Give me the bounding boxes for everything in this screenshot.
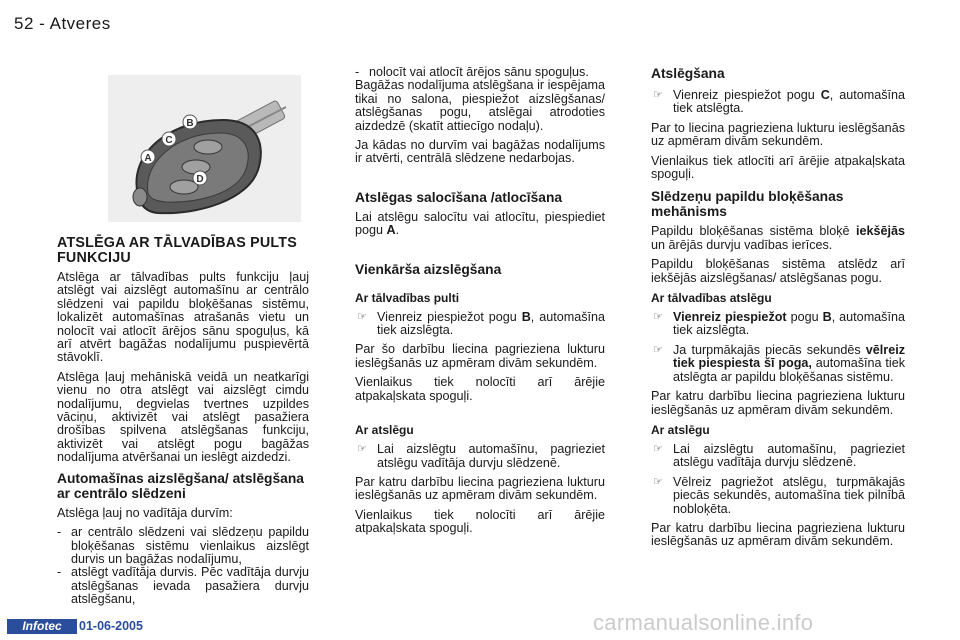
paragraph: Papildu bloķēšanas sistēma atslēdz arī iekšējās aizslēgšanas/ atslēgšanas pogu. (651, 257, 905, 285)
paragraph: Atslēga ar tālvadības pults funkciju ļauj atslēgt vai aizslēgt automašīnu ar centrālo slēdzeni vai papildu bloķēšanas sistēmu, lokalizēt automašīnas atrašanās vietu un nolocīt vai atlocīt ārējos sānu spoguļus, kā arī atvērt bagāžas nodalījumu puspievērtā stāvoklī. (57, 270, 309, 365)
page-number: 52 (14, 14, 34, 33)
infotec-badge: Infotec (7, 619, 77, 634)
footer-date: 01-06-2005 (79, 619, 143, 633)
svg-text:D: D (196, 174, 204, 185)
dash-marker: - (57, 565, 62, 580)
label-a-marker (141, 150, 155, 164)
list-item: ☞ Vēlreiz pagriežot atslēgu, turpmākajās piecās sekundēs, automašīna tiek pilnībā nobloķēta. (653, 474, 905, 516)
list-item: - atslēgt vadītāja durvis. Pēc vadītāja durvju atslēgšanas ievada pasažiera durvju atslēgšanu, (57, 565, 309, 607)
list-item: ☞ Vienreiz piespiežot pogu B, automašīna tiek aizslēgta. (653, 310, 905, 338)
subheading-central-locking: Automašīnas aizslēgšana/ atslēgšana ar centrālo slēdzeni (57, 470, 304, 501)
list-item: - nolocīt vai atlocīt ārējos sānu spoguļus. (355, 65, 589, 79)
pointer-icon: ☞ (653, 442, 663, 455)
heading-deadlocking: Slēdzeņu papildu bloķēšanas mehānisms (651, 189, 844, 220)
subheading-with-remote-key: Ar tālvadības atslēgu (651, 291, 772, 306)
heading-remote-key: ATSLĒGA AR TĀLVADĪBAS PULTS FUNKCIJU (57, 235, 297, 266)
label-d-marker (193, 171, 207, 185)
svg-text:B: B (186, 118, 194, 129)
dash-marker: - (57, 525, 62, 540)
paragraph: Vienlaikus tiek atlocīti arī ārējie atpakaļskata spoguļi. (651, 153, 905, 182)
pointer-icon: ☞ (357, 443, 367, 456)
heading-simple-locking: Vienkārša aizslēgšana (355, 261, 502, 277)
dash-marker: - (355, 65, 360, 79)
paragraph: Atslēga ļauj mehāniskā veidā un neatkarīgi vienu no otra atslēgt vai aizslēgt cimdu nodalījumu, degvielas tvertnes uzpildes vāciņu, aktivizēt vai atslēgt pasažiera drošības spilvena atslēgšanas funkciju, aktivizēt vai atslēgt pogu bagāžas nodalījuma atvēršanai un ieslēgt aizdedzi. (57, 369, 309, 465)
paragraph: Vienlaikus tiek nolocīti arī ārējie atpakaļskata spoguļi. (355, 507, 605, 536)
list-item: - ar centrālo slēdzeni vai slēdzeņu papildu bloķēšanas sistēmu vienlaikus aizslēgt durvis un bagāžas nodalījumu, (57, 525, 309, 566)
heading-unlocking: Atslēgšana (651, 66, 725, 81)
paragraph: Vienlaikus tiek nolocīti arī ārējie atpakaļskata spoguļi. (355, 375, 605, 403)
pointer-icon: ☞ (653, 311, 663, 324)
paragraph: Atslēga ļauj no vadītāja durvīm: (57, 505, 233, 520)
pointer-icon: ☞ (357, 310, 367, 323)
list-item: ☞ Lai aizslēgtu automašīnu, pagrieziet atslēgu vadītāja durvju slēdzenē. (357, 442, 605, 470)
list-item: ☞ Vienreiz piespiežot pogu C, automašīna tiek atslēgta. (653, 88, 905, 116)
paragraph: Ja kādas no durvīm vai bagāžas nodalījums ir atvērti, centrālā slēdzene nedarbojas. (355, 138, 605, 166)
pointer-icon: ☞ (653, 89, 663, 101)
paragraph: Papildu bloķēšanas sistēma bloķē iekšējās un ārējās durvju vadības ierīces. (651, 224, 905, 252)
key-drawing (108, 75, 301, 222)
paragraph: Par šo darbību liecina pagrieziena lukturu ieslēgšanās uz apmēram divām sekundēm. (355, 342, 605, 370)
paragraph: Bagāžas nodalījuma atslēgšana ir iespējama tikai no salona, piespiežot aizslēgšanas/ atslēgšanas pogu, atslēgai atrodoties aizdedzē (skatīt attiecīgo nodaļu). (355, 78, 605, 133)
subheading-with-key: Ar atslēgu (355, 423, 414, 438)
pointer-icon: ☞ (653, 475, 663, 488)
column-1 (57, 236, 309, 607)
column-2 (355, 66, 605, 542)
label-c-marker (162, 132, 176, 146)
svg-text:C: C (165, 135, 173, 146)
section-title: Atveres (49, 14, 111, 33)
paragraph: Par katru darbību liecina pagrieziena lukturu ieslēgšanās uz apmēram divām sekundēm. (355, 474, 605, 503)
list-item: ☞ Lai aizslēgtu automašīnu, pagrieziet atslēgu vadītāja durvju slēdzenē. (653, 441, 905, 470)
subheading-with-remote: Ar tālvadības pulti (355, 290, 460, 305)
pointer-icon: ☞ (653, 343, 663, 356)
svg-text:A: A (144, 153, 152, 164)
paragraph: Par katru darbību liecina pagrieziena lukturu ieslēgšanās uz apmēram divām sekundēm. (651, 520, 905, 549)
label-b-marker (183, 115, 197, 129)
heading-fold-unfold: Atslēgas salocīšana /atlocīšana (355, 189, 563, 205)
list-item: ☞ Vienreiz piespiežot pogu B, automašīna tiek aizslēgta. (357, 309, 605, 338)
paragraph: Par to liecina pagrieziena lukturu ieslēgšanās uz apmēram divām sekundēm. (651, 120, 905, 149)
page-header (14, 14, 111, 34)
header-separator: - (39, 14, 46, 33)
subheading-with-key: Ar atslēgu (651, 422, 710, 437)
column-3 (651, 66, 905, 555)
list-item: ☞ Ja turpmākajās piecās sekundēs vēlreiz tiek piespiesta šī poga, automašīna tiek atslēgta ar papildu bloķēšanas sistēmu. (653, 342, 905, 384)
paragraph: Par katru darbību liecina pagrieziena lukturu ieslēgšanās uz apmēram divām sekundēm. (651, 389, 905, 417)
watermark: carmanualsonline.info (593, 610, 814, 635)
paragraph: Lai atslēgu salocītu vai atlocītu, piespiediet pogu A. (355, 209, 605, 238)
remote-key-illustration (108, 75, 301, 222)
